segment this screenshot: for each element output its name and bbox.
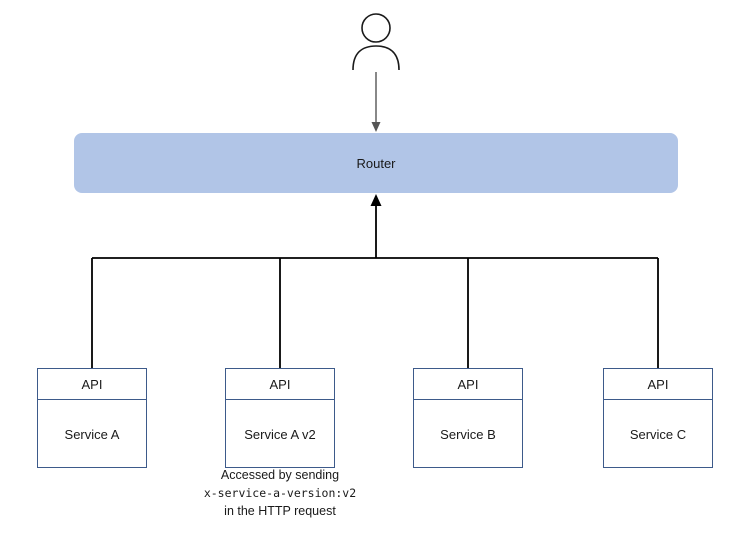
user-icon xyxy=(348,10,404,70)
service-node-b xyxy=(413,368,523,468)
service-name: Service A xyxy=(64,426,120,442)
note-line-1: Accessed by sending xyxy=(220,468,340,482)
note-line-3: in the HTTP request xyxy=(224,504,336,518)
service-node-c xyxy=(603,368,713,468)
api-header: API xyxy=(38,369,146,400)
service-name: Service B xyxy=(440,426,496,442)
api-header: API xyxy=(226,369,334,400)
service-name: Service A v2 xyxy=(244,426,316,442)
router-label: Router xyxy=(356,155,396,171)
service-name: Service C xyxy=(629,426,687,442)
service-node-a-v2 xyxy=(225,368,335,468)
annotation-note xyxy=(176,466,384,520)
service-node-a xyxy=(37,368,147,468)
router-node xyxy=(74,133,678,193)
api-header: API xyxy=(604,369,712,400)
note-header-value: x-service-a-version:v2 xyxy=(203,486,357,500)
api-header: API xyxy=(414,369,522,400)
